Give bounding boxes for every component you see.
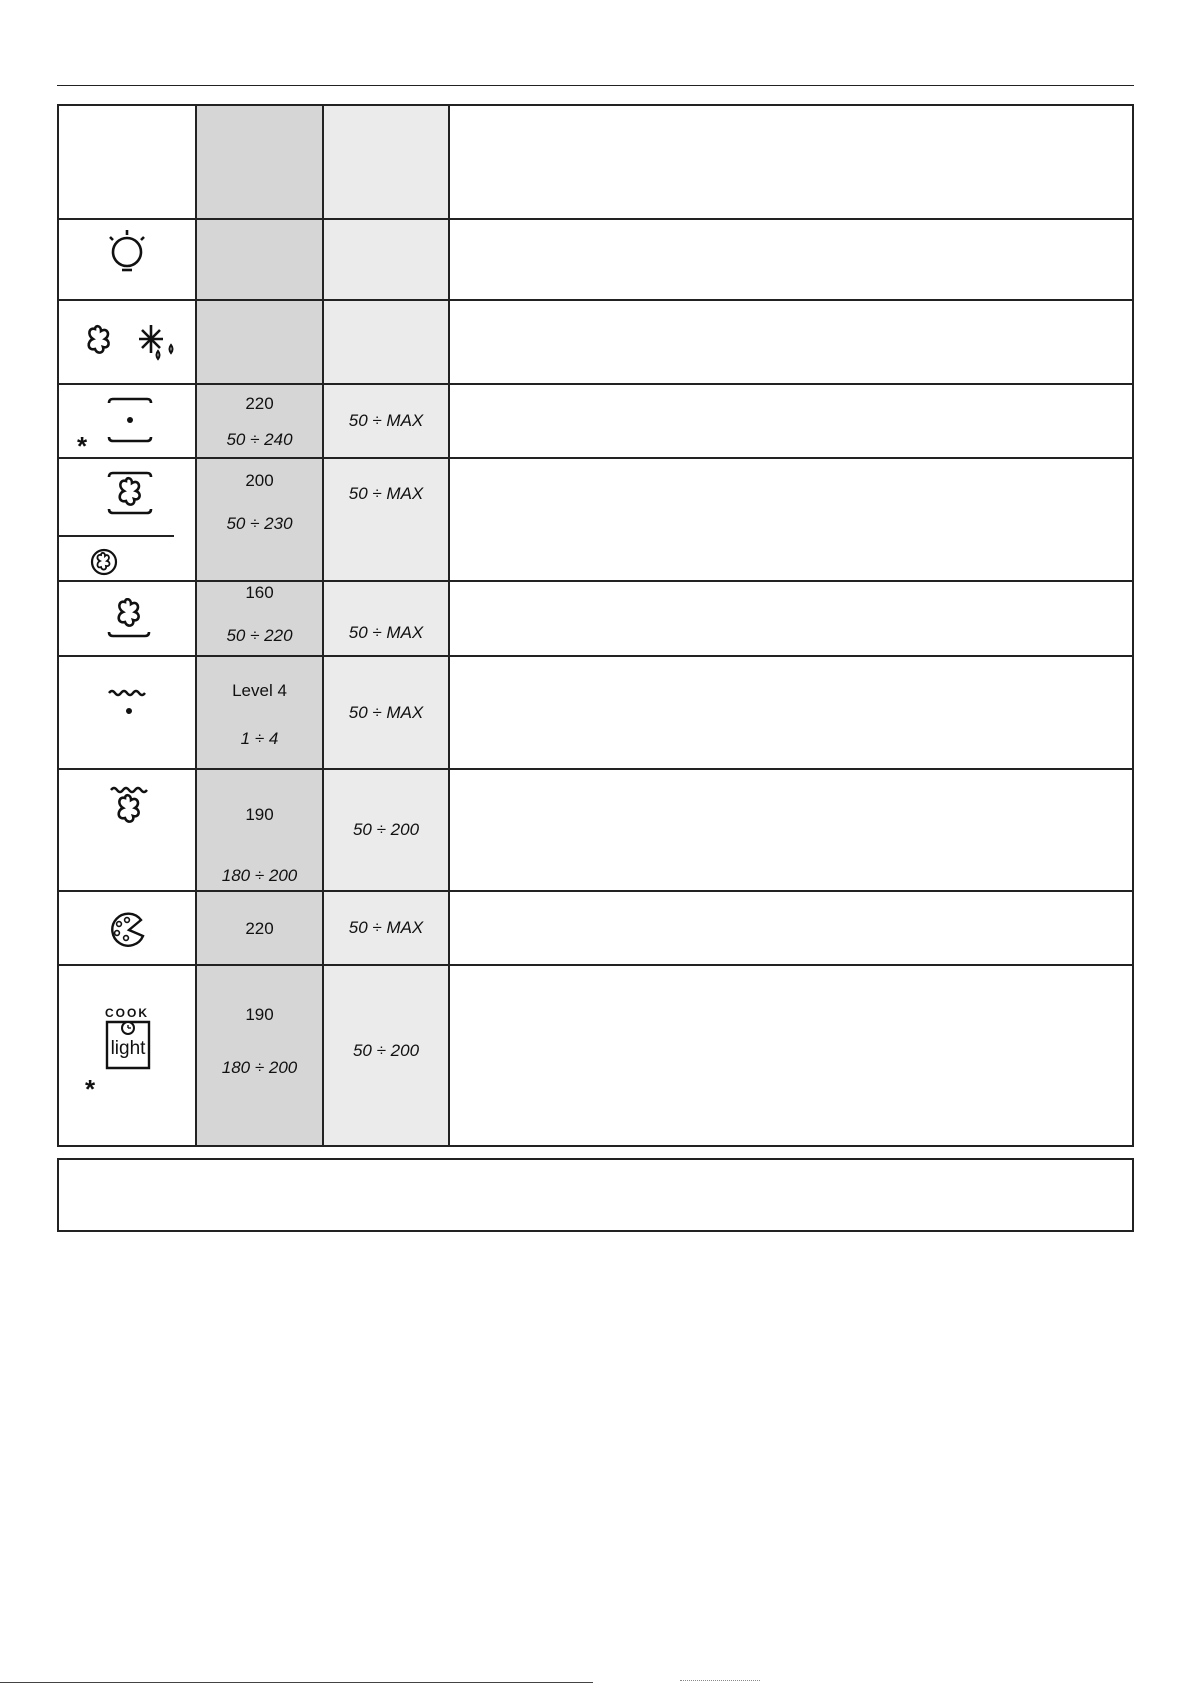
pizza-icon bbox=[107, 910, 147, 948]
row-divider bbox=[59, 655, 1132, 657]
static-heating-symbol bbox=[59, 385, 195, 461]
fan-default-cell bbox=[197, 459, 322, 545]
row-divider bbox=[59, 768, 1132, 770]
default-range: 50 ÷ 240 bbox=[226, 429, 293, 449]
default-value: 190 bbox=[245, 1005, 274, 1024]
pizza-symbol bbox=[59, 892, 195, 964]
asterisk: * bbox=[85, 1074, 96, 1104]
fan-bottom-range-cell bbox=[324, 616, 448, 650]
lamp-icon bbox=[105, 228, 149, 278]
static-default-cell bbox=[197, 385, 322, 457]
range-value: 50 ÷ MAX bbox=[348, 484, 424, 503]
default-range: 180 ÷ 200 bbox=[221, 1058, 298, 1077]
bottom-rule bbox=[0, 1682, 593, 1683]
default-value: 160 bbox=[245, 583, 274, 602]
range-value: 50 ÷ 200 bbox=[352, 820, 420, 839]
fan-range-cell bbox=[324, 459, 448, 529]
lamp-symbol bbox=[59, 220, 195, 299]
fan-grill-range-cell bbox=[324, 770, 448, 890]
cook-label: COOK bbox=[105, 1006, 149, 1020]
light-label: light bbox=[110, 1038, 146, 1059]
asterisk: * bbox=[77, 431, 88, 461]
fan-heating-icon bbox=[105, 471, 155, 515]
range-value: 50 ÷ MAX bbox=[348, 702, 424, 722]
fan-bottom-icon bbox=[107, 598, 151, 640]
fan-grill-symbol bbox=[59, 770, 195, 890]
fan-grill-icon bbox=[107, 786, 151, 830]
range-value: 50 ÷ 200 bbox=[352, 1041, 420, 1060]
top-rule bbox=[57, 85, 1134, 86]
cook-light-range-cell bbox=[324, 1006, 448, 1096]
static-range-cell bbox=[324, 385, 448, 457]
grill-range-cell bbox=[324, 657, 448, 768]
grill-default-cell bbox=[197, 666, 322, 762]
fan-heating-symbol bbox=[59, 459, 195, 580]
row-divider bbox=[59, 580, 1132, 582]
row-divider bbox=[59, 218, 1132, 220]
grill-icon bbox=[107, 687, 151, 727]
default-value: 220 bbox=[245, 918, 274, 938]
default-value: 190 bbox=[245, 805, 274, 824]
cook-light-default-cell bbox=[197, 1006, 322, 1076]
grill-symbol bbox=[59, 657, 195, 768]
functions-table bbox=[57, 104, 1134, 1147]
range-value: 50 ÷ MAX bbox=[348, 623, 424, 642]
pizza-range-cell bbox=[324, 892, 448, 964]
default-value: Level 4 bbox=[232, 680, 287, 700]
row-divider bbox=[59, 299, 1132, 301]
fan-grill-default-cell bbox=[197, 806, 322, 884]
range-value: 50 ÷ MAX bbox=[348, 411, 424, 430]
note-box bbox=[57, 1158, 1134, 1232]
default-range: 50 ÷ 230 bbox=[226, 514, 293, 533]
default-range: 1 ÷ 4 bbox=[240, 728, 279, 748]
pizza-default-cell bbox=[197, 892, 322, 964]
default-value: 220 bbox=[245, 393, 274, 413]
fan-bottom-default-cell bbox=[197, 584, 322, 644]
row-divider bbox=[59, 964, 1132, 966]
default-value: 200 bbox=[245, 471, 274, 490]
fan-circle-icon bbox=[89, 547, 119, 577]
cook-light-symbol bbox=[59, 966, 195, 1147]
description-column bbox=[448, 106, 1132, 1145]
static-heating-icon bbox=[105, 397, 155, 443]
fan-bottom-symbol bbox=[59, 582, 195, 655]
default-range: 50 ÷ 220 bbox=[226, 626, 293, 645]
defrost-icon bbox=[81, 323, 181, 363]
bottom-dots bbox=[680, 1680, 760, 1684]
defrost-symbol bbox=[59, 301, 195, 383]
symbol-divider bbox=[59, 535, 174, 537]
default-range: 180 ÷ 200 bbox=[221, 866, 298, 885]
range-value: 50 ÷ MAX bbox=[348, 918, 424, 937]
